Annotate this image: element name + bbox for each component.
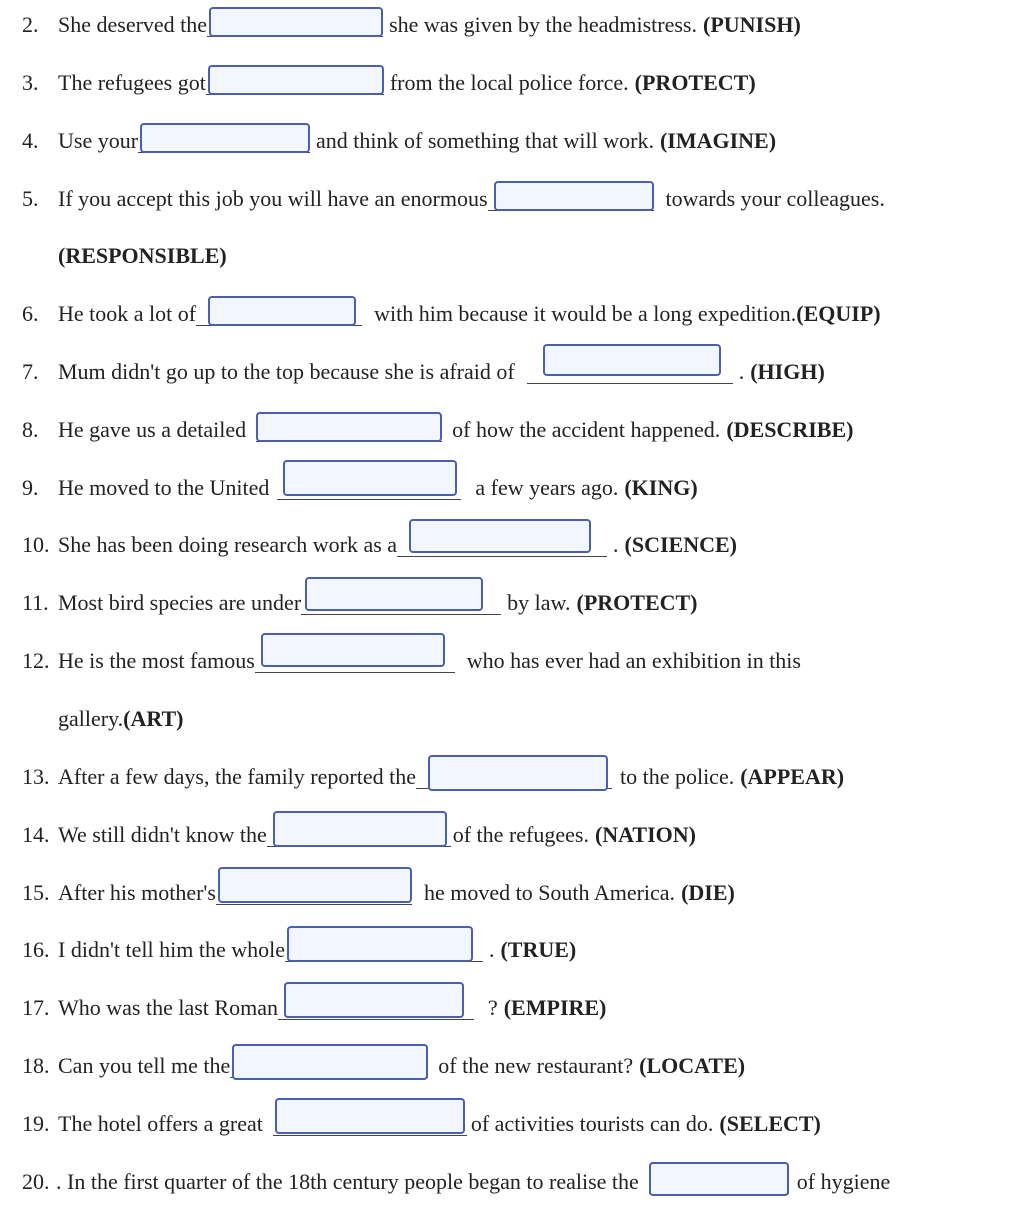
- item-text-before: He took a lot of: [58, 301, 197, 326]
- answer-blank[interactable]: [527, 358, 733, 386]
- item-text-after: with him because it would be a long expedition.: [374, 301, 797, 326]
- item-number: 7.: [22, 359, 39, 384]
- item-text-before: The refugees got: [58, 70, 206, 95]
- item-keyword: (RESPONSIBLE): [58, 243, 227, 268]
- item-text-before: Who was the last Roman: [58, 995, 278, 1020]
- answer-blank[interactable]: [256, 416, 442, 444]
- item-text-after: ?: [487, 995, 498, 1020]
- item-number: 8.: [22, 417, 39, 442]
- answer-blank[interactable]: [267, 821, 451, 849]
- item-text-before: After a few days, the family reported the: [58, 764, 416, 789]
- item-text-after: of activities tourists can do.: [470, 1111, 714, 1136]
- item-number: 6.: [22, 301, 39, 326]
- item-text-after: of how the accident happened.: [452, 417, 721, 442]
- item-number: 16.: [22, 937, 50, 962]
- item-text-after: by law.: [507, 590, 571, 615]
- answer-blank[interactable]: [488, 185, 654, 213]
- item-number: 17.: [22, 995, 50, 1020]
- item-text-before: Most bird species are under: [58, 590, 302, 615]
- item-text-before: Mum didn't go up to the top because she is afraid of: [58, 359, 515, 384]
- item-text-before: She deserved the: [58, 12, 208, 37]
- item-text-after: and think of something that will work.: [316, 128, 654, 153]
- item-keyword: (HIGH): [750, 359, 825, 384]
- item-number: 13.: [22, 764, 50, 789]
- item-text-after: to the police.: [619, 764, 735, 789]
- item-keyword: (EMPIRE): [503, 995, 607, 1020]
- item-number: 14.: [22, 822, 50, 847]
- item-text-before: If you accept this job you will have an enormous: [58, 186, 488, 211]
- answer-blank[interactable]: [397, 531, 607, 559]
- item-number: 2.: [22, 12, 39, 37]
- answer-blank[interactable]: [255, 647, 455, 675]
- item-text-after: .: [613, 532, 619, 557]
- answer-blank[interactable]: [207, 11, 383, 39]
- item-number: 20.: [22, 1169, 50, 1194]
- item-text-before: The hotel offers a great: [58, 1111, 263, 1136]
- item-text-before: He gave us a detailed: [58, 417, 247, 442]
- item-number: 10.: [22, 532, 50, 557]
- item-text-after: .: [738, 359, 745, 384]
- item-keyword: (PUNISH): [703, 12, 801, 37]
- item-number: 15.: [22, 880, 50, 905]
- item-number: 4.: [22, 128, 39, 153]
- answer-blank[interactable]: [301, 589, 501, 617]
- item-keyword: (SELECT): [719, 1111, 821, 1136]
- item-text-after: she was given by the headmistress.: [389, 12, 697, 37]
- item-text-after: towards your colleagues.: [665, 186, 885, 211]
- item-text-before: We still didn't know the: [58, 822, 267, 847]
- item-text-before: gallery.: [58, 706, 124, 731]
- item-text-before: After his mother's: [58, 880, 216, 905]
- item-keyword: (PROTECT): [634, 70, 756, 95]
- item-text-after: he moved to South America.: [423, 880, 676, 905]
- item-keyword: (LOCATE): [639, 1053, 746, 1078]
- answer-blank[interactable]: [285, 936, 483, 964]
- item-number: 5.: [22, 186, 39, 211]
- item-keyword: (DESCRIBE): [726, 417, 854, 442]
- item-number: 9.: [22, 475, 39, 500]
- answer-blank[interactable]: [230, 1052, 428, 1080]
- item-text-after: a few years ago.: [475, 475, 619, 500]
- item-number: 12.: [22, 648, 50, 673]
- item-text-before: Use your: [58, 128, 139, 153]
- item-text-after: of hygiene: [796, 1169, 891, 1194]
- item-number: 11.: [22, 590, 49, 615]
- item-text-before: I didn't tell him the whole: [58, 937, 285, 962]
- item-keyword: (KING): [624, 475, 698, 500]
- answer-blank[interactable]: [138, 127, 310, 155]
- answer-blank[interactable]: [277, 474, 461, 502]
- item-keyword: (PROTECT): [576, 590, 698, 615]
- item-keyword: (EQUIP): [796, 301, 881, 326]
- item-text-before: Can you tell me the: [58, 1053, 231, 1078]
- item-text-after: .: [488, 937, 495, 962]
- answer-blank[interactable]: [206, 69, 384, 97]
- item-text-after: from the local police force.: [389, 70, 629, 95]
- answer-blank[interactable]: [273, 1110, 467, 1138]
- item-keyword: (NATION): [594, 822, 696, 847]
- item-text-before: He is the most famous: [58, 648, 255, 673]
- answer-blank[interactable]: [649, 1168, 789, 1196]
- item-number: 19.: [22, 1111, 50, 1136]
- item-text-before: He moved to the United: [58, 475, 270, 500]
- answer-blank[interactable]: [196, 300, 362, 328]
- item-number: 3.: [22, 70, 39, 95]
- item-keyword: (SCIENCE): [624, 532, 738, 557]
- item-text-after: of the new restaurant?: [438, 1053, 634, 1078]
- item-text-after: of the refugees.: [452, 822, 589, 847]
- item-text-before: She has been doing research work as a: [58, 532, 398, 557]
- item-text-after: who has ever had an exhibition in this: [466, 648, 801, 673]
- item-keyword: (TRUE): [500, 937, 577, 962]
- answer-blank[interactable]: [216, 879, 412, 907]
- answer-blank[interactable]: [416, 763, 612, 791]
- item-keyword: (APPEAR): [740, 764, 845, 789]
- item-text-before: . In the first quarter of the 18th century people began to realise the: [56, 1169, 639, 1194]
- answer-blank[interactable]: [278, 994, 474, 1022]
- item-keyword: (IMAGINE): [659, 128, 777, 153]
- item-number: 18.: [22, 1053, 50, 1078]
- item-keyword: (ART): [123, 706, 184, 731]
- item-keyword: (DIE): [681, 880, 735, 905]
